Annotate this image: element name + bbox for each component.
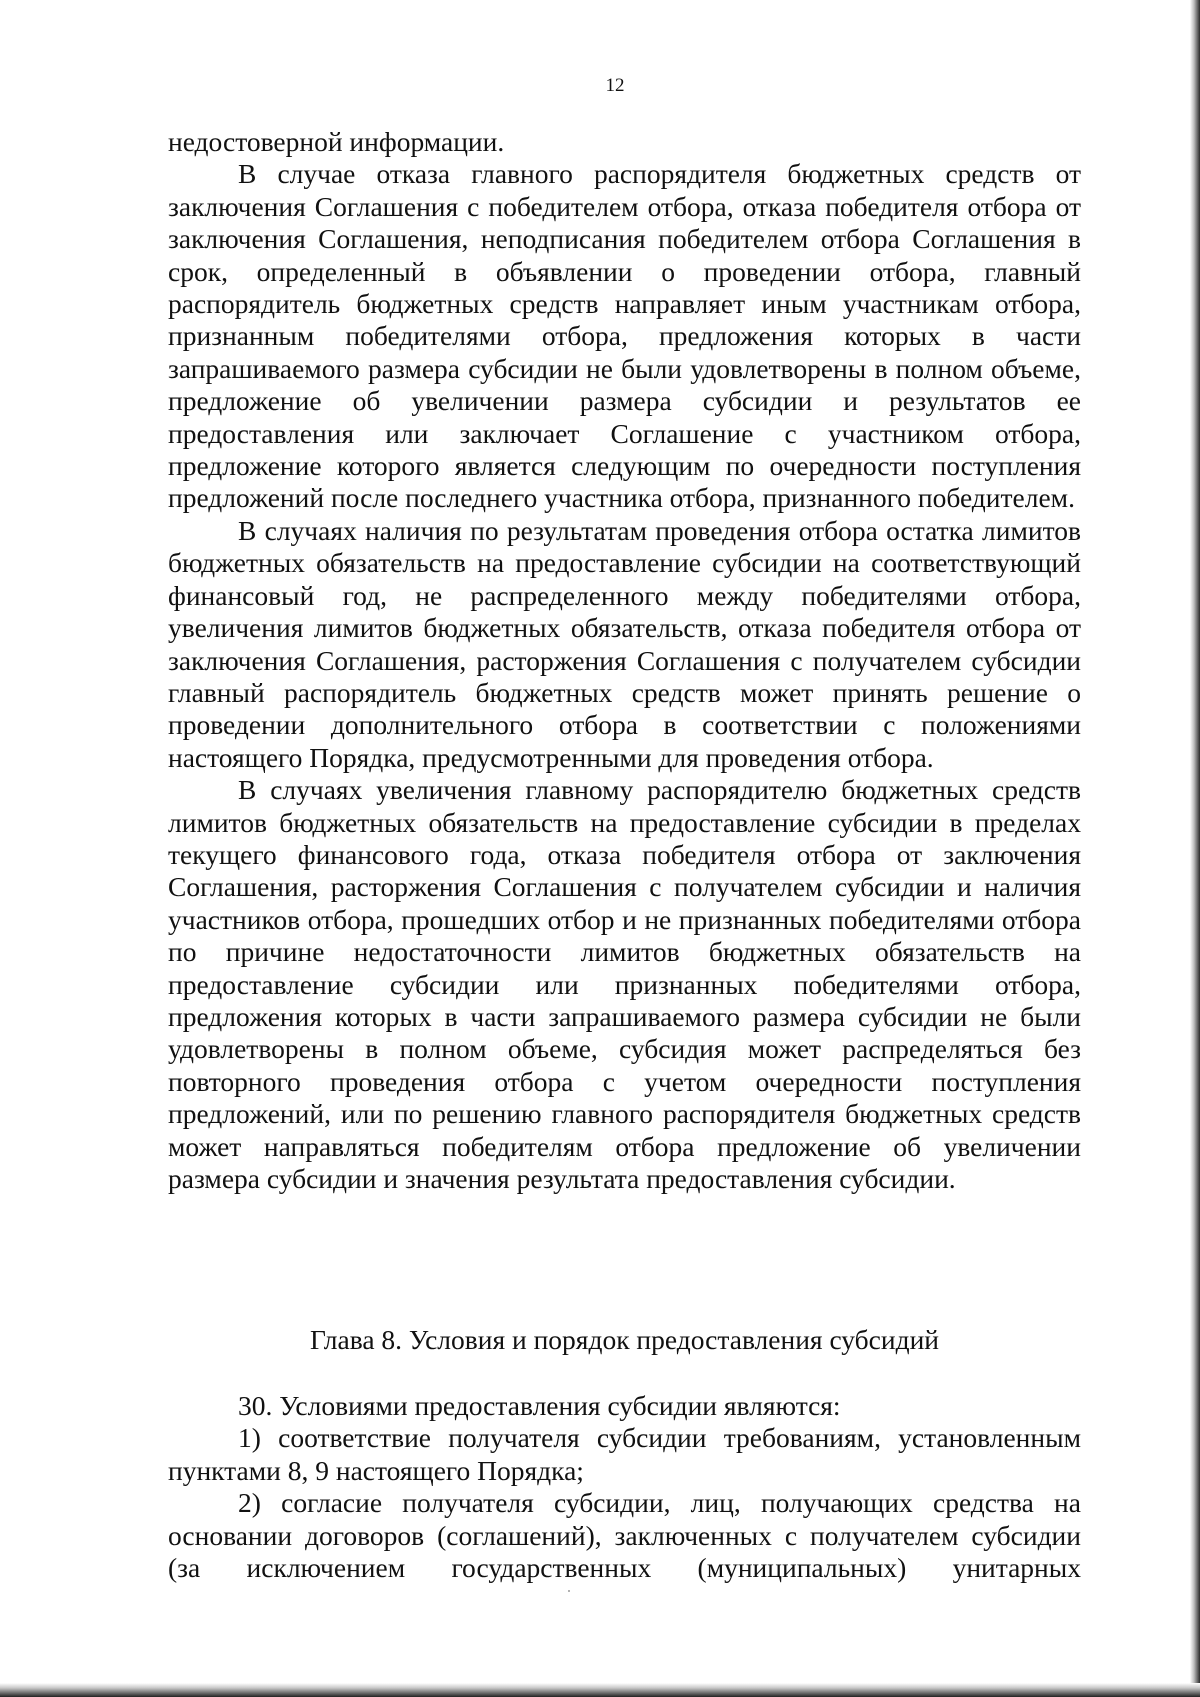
paragraph-additional-selection: В случаях наличия по результатам проведения отбора остатка лимитов бюджетных обязательств на предоставление субсидии на соответствующий финансовый год, не распределенного между победителями отбора, увеличения лимитов бюджетных обязательств, отказа победителя отбора от заключения Соглашения, расторжения Соглашения с получателем субсидии главный распорядитель бюджетных средств может принять решение о проведении дополнительного отбора в соответствии с положениями настоящего Порядка, предусмотренными для проведения отбора.: [168, 514, 1081, 773]
paragraph-limit-increase: В случаях увеличения главному распорядителю бюджетных средств лимитов бюджетных обязательств на предоставление субсидии в пределах текущего финансового года, отказа победителя отбора от заключения Соглашения, расторжения Соглашения с получателем субсидии и наличия участников отбора, прошедших отбор и не признанных победителями отбора по причине недостаточности лимитов бюджетных обязательств на предоставление субсидии или признанных победителями отбора, предложения которых в части запрашиваемого размера субсидии не были удовлетворены в полном объеме, субсидия может распределяться без повторного проведения отбора с учетом очередности поступления предложений, или по решению главного распорядителя бюджетных средств может направляться победителям отбора предложение об увеличении размера субсидии и значения результата предоставления субсидии.: [168, 774, 1081, 1194]
section-text-block: [168, 1390, 1081, 1584]
scan-edge-bottom: [0, 1683, 1200, 1697]
page-number: 12: [605, 75, 625, 96]
body-text-block: [168, 126, 1081, 1195]
clause-30-item-2: 2) согласие получателя субсидии, лиц, получающих средства на основании договоров (соглашений), заключенных с получателем субсидии (за исключением государственных (муниципальных) унитарных: [168, 1487, 1081, 1584]
scan-speck: [568, 1590, 570, 1592]
clause-30-intro: 30. Условиями предоставления субсидии являются:: [238, 1390, 841, 1421]
paragraph-refusal-of-agreement: В случае отказа главного распорядителя бюджетных средств от заключения Соглашения с победителем отбора, отказа победителя отбора от заключения Соглашения, неподписания победителем отбора Соглашения в срок, определенный в объявлении о проведении отбора, главный распорядитель бюджетных средств направляет иным участникам отбора, признанным победителями отбора, предложения которых в части запрашиваемого размера субсидии не были удовлетворены в полном объеме, предложение об увеличении размера субсидии и результатов ее предоставления или заключает Соглашение с участником отбора, предложение которого является следующим по очередности поступления предложений после последнего участника отбора, признанного победителем.: [168, 158, 1081, 514]
paragraph-continuation: недостоверной информации.: [168, 126, 505, 157]
chapter-heading: Глава 8. Условия и порядок предоставления субсидий: [309, 1324, 940, 1355]
clause-30-item-1: 1) соответствие получателя субсидии требованиям, установленным пунктами 8, 9 настоящего Порядка;: [168, 1422, 1081, 1486]
scan-edge-right: [1190, 0, 1200, 1697]
